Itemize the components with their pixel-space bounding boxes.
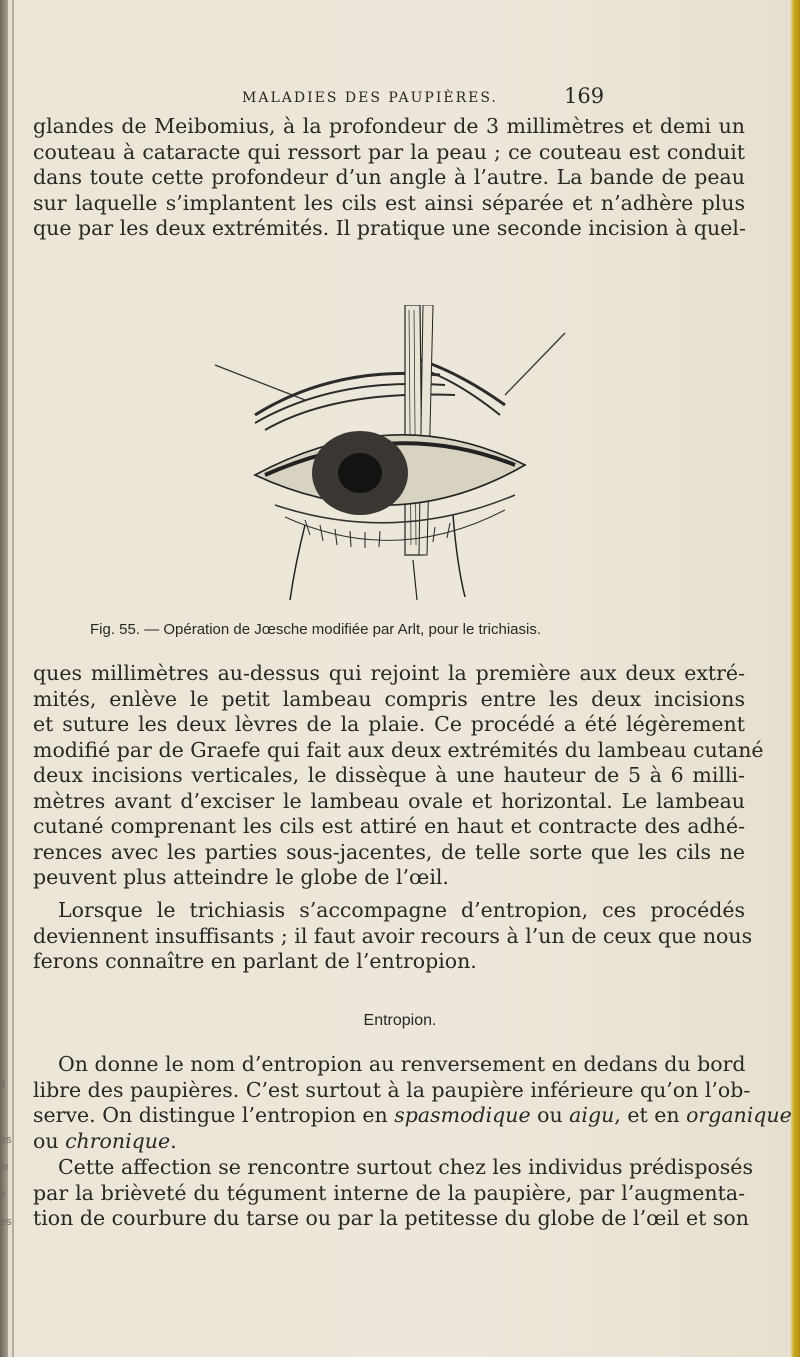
text-line: rences avec les parties sous-jacentes, de telle sorte que les cils ne bbox=[33, 839, 745, 864]
text-run: , et en bbox=[614, 1103, 687, 1127]
text-line: ques millimètres au-dessus qui rejoint la première aux deux extré- bbox=[33, 661, 745, 685]
text-line: mètres avant d’exciser le lambeau ovale et horizontal. Le lambeau bbox=[33, 788, 745, 813]
text-line: par la brièveté du tégument interne de la paupière, par l’augmenta- bbox=[33, 1180, 745, 1205]
text-line: On donne le nom d’entropion au renversement en dedans du bord bbox=[58, 1052, 746, 1076]
margin-mark: il bbox=[0, 1079, 5, 1091]
paragraph-top bbox=[33, 114, 745, 242]
text-line: modifié par de Graefe qui fait aux deux extrémités du lambeau cutané bbox=[33, 737, 764, 762]
margin-mark: es bbox=[0, 1216, 12, 1228]
text-line bbox=[33, 1103, 792, 1129]
forceps-blades bbox=[405, 305, 433, 555]
text-line: ferons connaître en parlant de l’entropion. bbox=[33, 949, 477, 973]
text-line: cutané comprenant les cils est attiré en haut et contracte des adhé- bbox=[33, 814, 745, 838]
eyelid-line bbox=[505, 333, 565, 395]
page-edge-line bbox=[12, 0, 14, 1357]
book-spine-shadow bbox=[0, 0, 8, 1357]
term-organique: organique bbox=[686, 1103, 792, 1127]
paragraph-middle bbox=[33, 661, 764, 891]
text-run: . bbox=[170, 1128, 177, 1153]
running-title: MALADIES DES PAUPIÈRES. bbox=[242, 90, 498, 106]
margin-mark: ti bbox=[0, 1189, 6, 1201]
text-line: glandes de Meibomius, à la profondeur de 3 millimètres et demi un bbox=[33, 114, 745, 138]
text-line bbox=[33, 1129, 745, 1155]
margin-mark: le bbox=[0, 1161, 9, 1173]
text-line: et suture les deux lèvres de la plaie. Ce procédé a été légèrement bbox=[33, 712, 745, 736]
lower-lashes bbox=[305, 520, 450, 548]
text-line: tion de courbure du tarse ou par la petitesse du globe de l’œil et son bbox=[33, 1206, 749, 1230]
text-line: sur laquelle s’implantent les cils est ainsi séparée et n’adhère plus bbox=[33, 190, 745, 215]
text-line: libre des paupières. C’est surtout à la paupière inférieure qu’on l’ob- bbox=[33, 1077, 751, 1102]
figure-caption: Fig. 55. — Opération de Jœsche modifiée par Arlt, pour le trichiasis. bbox=[90, 621, 542, 638]
gilt-page-edge bbox=[790, 0, 800, 1357]
term-spasmodique: spasmodique bbox=[394, 1103, 531, 1127]
text-line: deviennent insuffisants ; il faut avoir recours à l’un de ceux que nous bbox=[33, 923, 753, 948]
text-run: ou bbox=[530, 1103, 570, 1127]
text-run: ou bbox=[33, 1128, 66, 1153]
paragraph-entropion bbox=[33, 1052, 792, 1154]
pupil bbox=[338, 453, 382, 493]
eyelid-hatching bbox=[255, 360, 505, 430]
text-run: serve. On distingue l’entropion en bbox=[33, 1103, 395, 1127]
text-line: mités, enlève le petit lambeau compris entre les deux incisions bbox=[33, 686, 745, 711]
text-line: peuvent plus atteindre le globe de l’œil. bbox=[33, 865, 449, 889]
text-line: Cette affection se rencontre surtout chez les individus prédisposés bbox=[58, 1155, 753, 1179]
section-heading-entropion: Entropion. bbox=[363, 1012, 437, 1029]
term-aigu: aigu bbox=[569, 1103, 615, 1127]
eye-globe bbox=[255, 431, 525, 540]
retractor-hook bbox=[290, 525, 305, 600]
text-line: deux incisions verticales, le dissèque à une hauteur de 5 à 6 milli- bbox=[33, 763, 745, 787]
eyelid-surgery-illustration bbox=[195, 305, 595, 605]
page-number: 169 bbox=[564, 84, 605, 108]
text-line: Lorsque le trichiasis s’accompagne d’entropion, ces procédés bbox=[58, 898, 745, 922]
text-line: que par les deux extrémités. Il pratique une seconde incision à quel- bbox=[33, 216, 746, 240]
term-chronique: chronique bbox=[65, 1128, 171, 1153]
paragraph-lorsque bbox=[33, 898, 753, 975]
paragraph-cette bbox=[33, 1155, 753, 1232]
retractor-hook bbox=[413, 560, 417, 600]
text-line: couteau à cataracte qui ressort par la peau ; ce couteau est conduit bbox=[33, 139, 745, 164]
text-line: dans toute cette profondeur d’un angle à l’autre. La bande de peau bbox=[33, 165, 745, 189]
margin-mark: es bbox=[0, 1134, 12, 1146]
